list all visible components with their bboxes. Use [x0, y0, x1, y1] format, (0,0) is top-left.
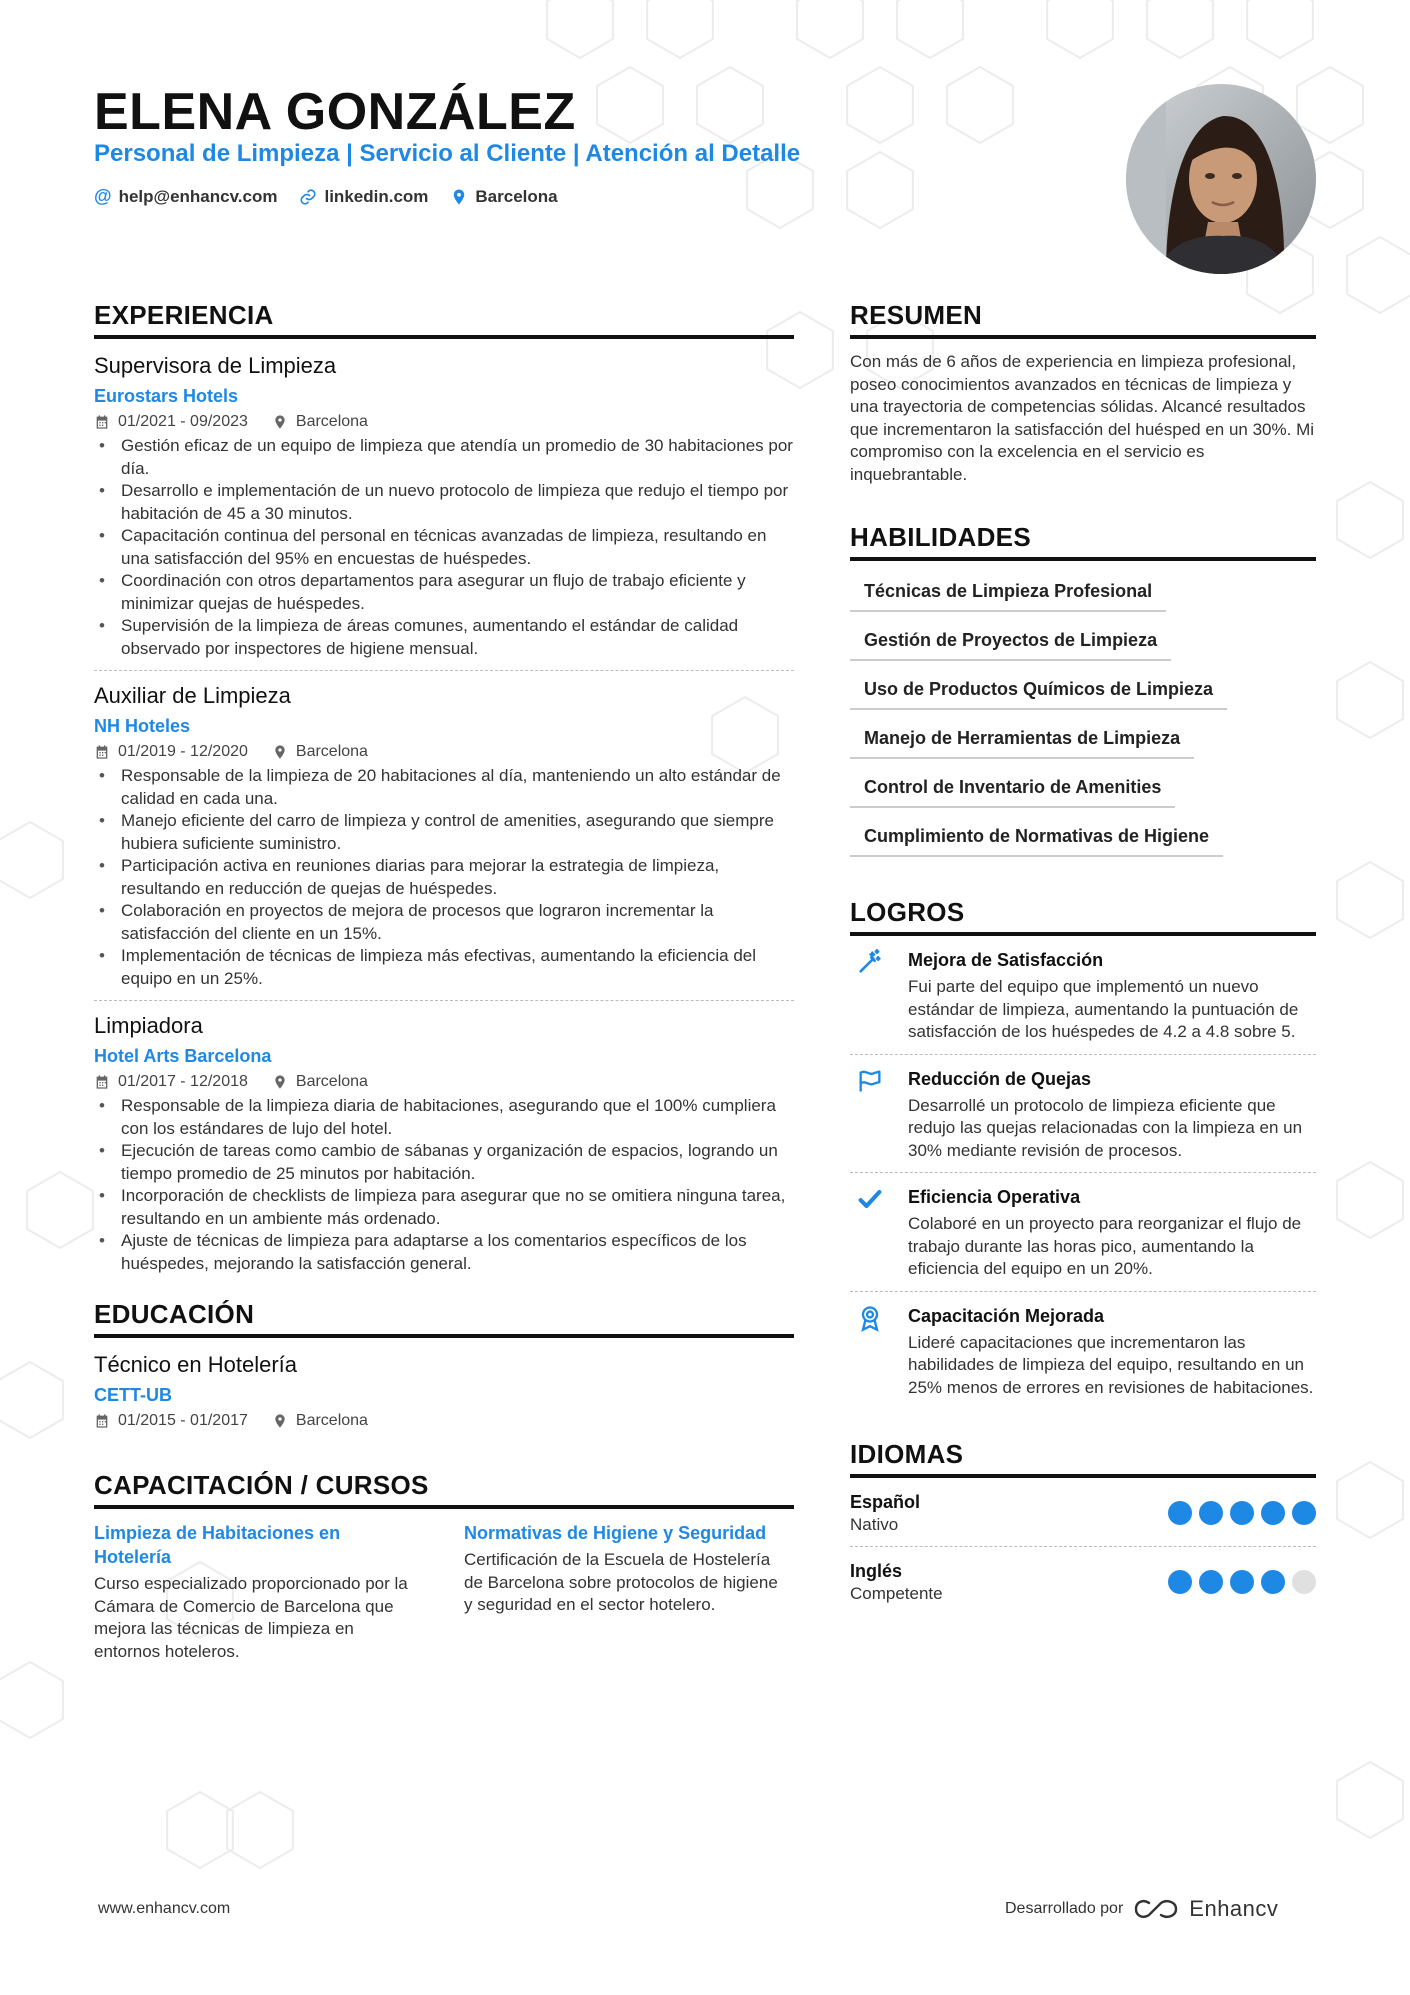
achievement-item — [850, 1304, 1316, 1410]
profile-photo — [1126, 84, 1316, 274]
location-pin-icon — [272, 744, 288, 760]
bullet-item: • Responsable de la limpieza diaria de habitaciones, asegurando que el 100% cumpliera con los estándares de lujo del hotel. — [94, 1095, 794, 1140]
achievement-title: Mejora de Satisfacción — [908, 950, 1104, 970]
proficiency-dot — [1230, 1570, 1254, 1594]
bullet-item: • Desarrollo e implementación de un nuevo protocolo de limpieza que redujo el tiempo por habitación de 45 a 30 minutos. — [94, 480, 794, 525]
course-item — [464, 1521, 784, 1663]
education-meta — [94, 1412, 794, 1430]
bullet-item: • Capacitación continua del personal en técnicas avanzadas de limpieza, resultando en una satisfacción del 95% en encuestas de huéspedes. — [94, 525, 794, 570]
company-name: NH Hoteles — [94, 716, 191, 736]
skill-tag: Control de Inventario de Amenities — [850, 769, 1175, 808]
proficiency-dot — [1292, 1570, 1316, 1594]
footer-website[interactable]: www.enhancv.com — [98, 1900, 231, 1917]
experience-section-title: EXPERIENCIA — [94, 300, 794, 339]
skill-tag: Manejo de Herramientas de Limpieza — [850, 720, 1194, 759]
job-title: Auxiliar de Limpieza — [94, 683, 291, 708]
education-degree: Técnico en Hotelería — [94, 1352, 297, 1377]
education-section-title: EDUCACIÓN — [94, 1299, 794, 1338]
bullet-item: • Ejecución de tareas como cambio de sábanas y organización de espacios, logrando un tiempo promedio de 25 minutos por habitación. — [94, 1140, 794, 1185]
achievement-description: Lideré capacitaciones que incrementaron las habilidades de limpieza del equipo, resultando en un 25% menos de errores en revisiones de habitaciones. — [908, 1332, 1314, 1397]
check-icon — [850, 1185, 890, 1281]
education-location: Barcelona — [295, 1412, 368, 1429]
course-item — [94, 1521, 414, 1663]
proficiency-dot — [1168, 1501, 1192, 1525]
job-location: Barcelona — [295, 1073, 368, 1090]
location-pin-icon — [272, 1074, 288, 1090]
calendar-icon — [94, 414, 110, 430]
achievement-title: Eficiencia Operativa — [908, 1187, 1081, 1207]
proficiency-dot — [1199, 1501, 1223, 1525]
calendar-icon — [94, 744, 110, 760]
education-school: CETT-UB — [94, 1385, 172, 1405]
proficiency-rating — [1168, 1501, 1316, 1525]
course-description: Certificación de la Escuela de Hostelería de Barcelona sobre protocolos de higiene y seguridad en el sector hotelero. — [464, 1550, 778, 1614]
linkedin-text: linkedin.com — [324, 186, 429, 206]
company-name: Eurostars Hotels — [94, 386, 239, 406]
job-bullets — [94, 765, 794, 990]
company-name: Hotel Arts Barcelona — [94, 1046, 272, 1066]
skill-tag: Gestión de Proyectos de Limpieza — [850, 622, 1171, 661]
language-name: Español — [850, 1492, 921, 1512]
flag-icon — [850, 1067, 890, 1163]
experience-entry — [94, 1011, 794, 1285]
job-dates: 01/2017 - 12/2018 — [118, 1073, 248, 1090]
language-item — [850, 1559, 1316, 1615]
bullet-item: • Responsable de la limpieza de 20 habitaciones al día, manteniendo un alto estándar de calidad en cada una. — [94, 765, 794, 810]
languages-section-title: IDIOMAS — [850, 1439, 1316, 1478]
language-name: Inglés — [850, 1561, 903, 1581]
job-location: Barcelona — [295, 413, 368, 430]
education-entry — [94, 1350, 794, 1444]
summary-text: Con más de 6 años de experiencia en limpieza profesional, poseo conocimientos avanzados en técnicas de limpieza y una trayectoria de competencias sólidas. Alcancé resultados que incrementaron la satisfacción del huésped en un 30%. Mi compromiso con la excelencia en el servicio es inquebrantable. — [850, 352, 1315, 484]
calendar-icon — [94, 1413, 110, 1429]
course-title: Limpieza de Habitaciones en Hotelería — [94, 1523, 341, 1567]
proficiency-dot — [1199, 1570, 1223, 1594]
location-pin-icon — [272, 1413, 288, 1429]
achievements-list — [850, 948, 1316, 1409]
job-dates: 01/2019 - 12/2020 — [118, 743, 248, 760]
location-pin-icon — [272, 414, 288, 430]
proficiency-rating — [1168, 1570, 1316, 1594]
course-description: Curso especializado proporcionado por la Cámara de Comercio de Barcelona que mejora las técnicas de limpieza en entornos hoteleros. — [94, 1574, 408, 1661]
experience-list — [94, 351, 794, 1285]
proficiency-dot — [1230, 1501, 1254, 1525]
education-dates: 01/2015 - 01/2017 — [118, 1412, 248, 1429]
achievement-item — [850, 1067, 1316, 1174]
achievements-section-title: LOGROS — [850, 897, 1316, 936]
skills-list — [850, 573, 1316, 867]
skill-tag: Uso de Productos Químicos de Limpieza — [850, 671, 1227, 710]
proficiency-dot — [1261, 1570, 1285, 1594]
link-icon — [299, 188, 317, 206]
bullet-item: • Participación activa en reuniones diarias para mejorar la estrategia de limpieza, resultando en reducción de quejas de huéspedes. — [94, 855, 794, 900]
enhancv-logo-icon — [1133, 1897, 1179, 1921]
training-section-title: CAPACITACIÓN / CURSOS — [94, 1470, 794, 1509]
award-icon — [850, 1304, 890, 1400]
languages-list — [850, 1490, 1316, 1615]
achievement-item — [850, 1185, 1316, 1292]
job-title: Supervisora de Limpieza — [94, 353, 337, 378]
achievement-title: Reducción de Quejas — [908, 1068, 1092, 1089]
job-bullets — [94, 435, 794, 660]
experience-entry — [94, 351, 794, 671]
job-bullets — [94, 1095, 794, 1275]
achievement-description: Desarrollé un protocolo de limpieza eficiente que redujo las quejas relacionadas con la limpieza en un 30% mediante revisión de procesos. — [908, 1095, 1303, 1160]
job-meta — [94, 743, 794, 761]
brand-name: Enhancv — [1189, 1896, 1279, 1921]
job-meta — [94, 413, 794, 431]
location-pin-icon — [450, 188, 468, 206]
skill-tag: Cumplimiento de Normativas de Higiene — [850, 818, 1223, 857]
job-location: Barcelona — [295, 743, 368, 760]
language-item — [850, 1490, 1316, 1547]
bullet-item: • Coordinación con otros departamentos para asegurar un flujo de trabajo eficiente y minimizar quejas de huéspedes. — [94, 570, 794, 615]
bullet-item: • Ajuste de técnicas de limpieza para adaptarse a los comentarios específicos de los huéspedes, mejorando la satisfacción general. — [94, 1230, 794, 1275]
left-column — [94, 300, 794, 1663]
bullet-item: • Colaboración en proyectos de mejora de procesos que lograron incrementar la satisfacción del cliente en un 15%. — [94, 900, 794, 945]
contact-email[interactable] — [94, 186, 277, 207]
achievement-description: Fui parte del equipo que implementó un nuevo estándar de limpieza, aumentando la puntuación de satisfacción de los huéspedes de 4.2 a 4.8 sobre 5. — [908, 977, 1299, 1041]
calendar-icon — [94, 1074, 110, 1090]
footer-branding[interactable] — [1005, 1896, 1278, 1922]
bullet-item: • Incorporación de checklists de limpieza para asegurar que no se omitiera ninguna tarea, resultando en un ambiente más ordenado. — [94, 1185, 794, 1230]
headline: Personal de Limpieza | Servicio al Cliente | Atención al Detalle — [94, 140, 801, 167]
location-text: Barcelona — [475, 186, 558, 206]
bullet-item: • Implementación de técnicas de limpieza más efectivas, aumentando la eficiencia del equipo en un 25%. — [94, 945, 794, 990]
magic-wand-icon — [850, 948, 890, 1044]
contact-location — [450, 186, 557, 207]
right-column — [850, 300, 1316, 1627]
experience-entry — [94, 681, 794, 1001]
job-meta — [94, 1073, 794, 1091]
skills-section-title: HABILIDADES — [850, 522, 1316, 561]
achievement-item — [850, 948, 1316, 1055]
candidate-name: ELENA GONZÁLEZ — [94, 83, 576, 141]
at-icon: @ — [94, 186, 112, 206]
language-level: Nativo — [850, 1515, 899, 1534]
skill-tag: Técnicas de Limpieza Profesional — [850, 573, 1166, 612]
achievement-description: Colaboré en un proyecto para reorganizar el flujo de trabajo durante las horas pico, aumentando la eficiencia del equipo en un 20%. — [908, 1214, 1302, 1278]
bullet-item: • Supervisión de la limpieza de áreas comunes, aumentando el estándar de calidad observado por inspectores de higiene mensual. — [94, 615, 794, 660]
courses-list — [94, 1521, 794, 1663]
course-title: Normativas de Higiene y Seguridad — [464, 1523, 767, 1543]
achievement-title: Capacitación Mejorada — [908, 1305, 1105, 1326]
language-level: Competente — [850, 1584, 943, 1603]
job-title: Limpiadora — [94, 1013, 203, 1038]
job-dates: 01/2021 - 09/2023 — [118, 413, 248, 430]
proficiency-dot — [1168, 1570, 1192, 1594]
summary-section-title: RESUMEN — [850, 300, 1316, 339]
email-text: help@enhancv.com — [118, 186, 278, 206]
bullet-item: • Manejo eficiente del carro de limpieza y control de amenities, asegurando que siempre hubiera suficiente suministro. — [94, 810, 794, 855]
contact-row — [94, 186, 558, 207]
proficiency-dot — [1292, 1501, 1316, 1525]
bullet-item: • Gestión eficaz de un equipo de limpieza que atendía un promedio de 30 habitaciones por día. — [94, 435, 794, 480]
contact-linkedin[interactable] — [299, 186, 428, 207]
proficiency-dot — [1261, 1501, 1285, 1525]
powered-by-label: Desarrollado por — [1005, 1900, 1124, 1917]
